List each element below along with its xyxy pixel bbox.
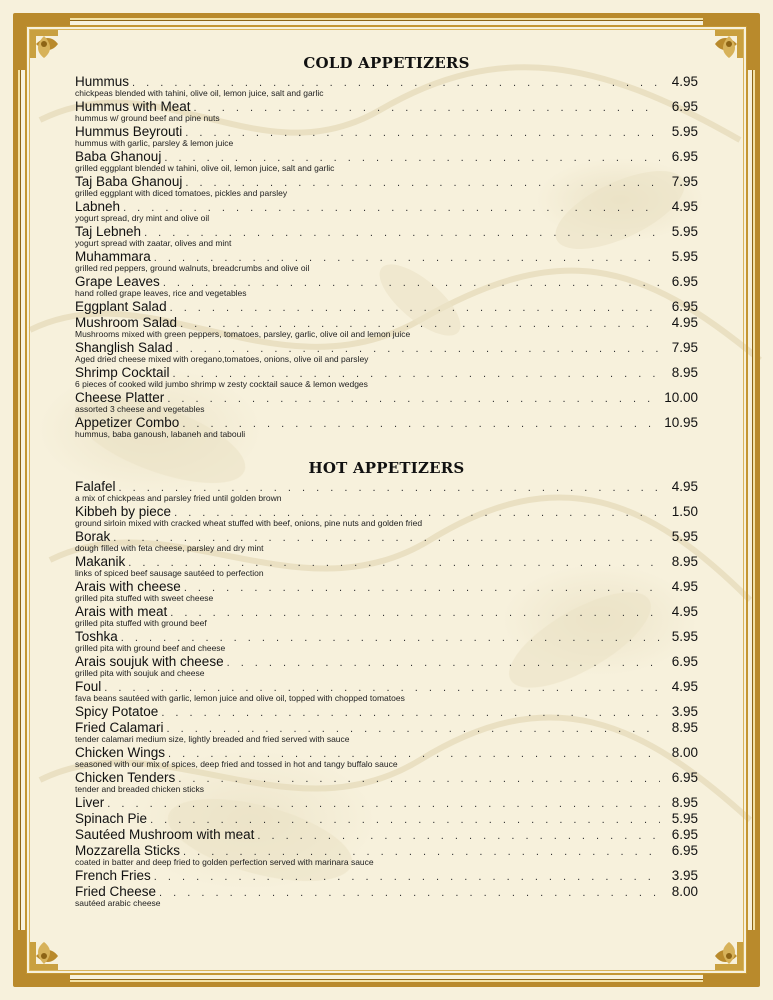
menu-item-name: Mozzarella Sticks <box>75 843 181 858</box>
menu-item-price: 6.95 <box>671 770 698 785</box>
menu-item-name: Hummus with Meat <box>75 99 191 114</box>
menu-item-row <box>75 299 698 314</box>
menu-item-row <box>75 795 698 810</box>
menu-item <box>75 365 698 390</box>
menu-item-row <box>75 554 698 569</box>
menu-item <box>75 504 698 529</box>
menu-item-price: 6.95 <box>671 99 698 114</box>
menu-item-row <box>75 811 698 826</box>
dot-leader <box>161 706 660 721</box>
menu-item <box>75 390 698 415</box>
menu-item-description: seasoned with our mix of spices, deep fried and tossed in hot and tangy buffalo sauce <box>75 759 398 769</box>
dot-leader <box>170 301 660 316</box>
menu-item-name: Chicken Wings <box>75 745 166 760</box>
menu-item-row <box>75 827 698 842</box>
menu-item-price: 8.00 <box>671 884 698 899</box>
menu-item-name: Cheese Platter <box>75 390 165 405</box>
menu-item-description: chickpeas blended with tahini, olive oil, lemon juice, salt and garlic <box>75 88 324 98</box>
dot-leader <box>167 392 660 407</box>
dot-leader <box>185 126 660 141</box>
corner-ornament-icon <box>14 14 74 74</box>
menu-item-name: French Fries <box>75 868 151 883</box>
menu-item <box>75 827 698 842</box>
menu-item-row <box>75 654 698 669</box>
menu-item-row <box>75 274 698 289</box>
menu-item <box>75 479 698 504</box>
menu-item <box>75 274 698 299</box>
section-title: COLD APPETIZERS <box>303 54 470 72</box>
menu-item-price: 6.95 <box>671 274 698 289</box>
menu-item-row <box>75 315 698 330</box>
menu-item-description: tender and breaded chicken sticks <box>75 784 204 794</box>
menu-item-price: 8.95 <box>671 365 698 380</box>
menu-item <box>75 174 698 199</box>
menu-item-row <box>75 504 698 519</box>
menu-item <box>75 811 698 826</box>
menu-item-name: Baba Ghanouj <box>75 149 162 164</box>
menu-item-description: Mushrooms mixed with green peppers, tomatoes, parsley, garlic, olive oil and lemon juice <box>75 329 411 339</box>
menu-item-price: 5.95 <box>671 629 698 644</box>
menu-item-description: hand rolled grape leaves, rice and vegetables <box>75 288 247 298</box>
menu-item-description: Aged dried cheese mixed with oregano,tomatoes, onions, olive oil and parsley <box>75 354 369 364</box>
menu-item-description: 6 pieces of cooked wild jumbo shrimp w zesty cocktail sauce & lemon wedges <box>75 379 368 389</box>
menu-item-description: grilled red peppers, ground walnuts, breadcrumbs and olive oil <box>75 263 310 273</box>
menu-item-row <box>75 629 698 644</box>
menu-item <box>75 745 698 770</box>
menu-item <box>75 224 698 249</box>
dot-leader <box>107 797 660 812</box>
menu-item-row <box>75 579 698 594</box>
menu-item-name: Toshka <box>75 629 118 644</box>
dot-leader <box>150 813 660 828</box>
menu-item-list <box>75 74 698 440</box>
menu-item-list <box>75 479 698 909</box>
menu-item-row <box>75 199 698 214</box>
dot-leader <box>182 417 660 432</box>
menu-item-name: Makanik <box>75 554 126 569</box>
menu-item-name: Mushroom Salad <box>75 315 178 330</box>
menu-item-description: yogurt spread with zaatar, olives and mint <box>75 238 232 248</box>
menu-item-name: Chicken Tenders <box>75 770 176 785</box>
menu-item-description: dough filled with feta cheese, parsley and dry mint <box>75 543 264 553</box>
menu-item-name: Grape Leaves <box>75 274 160 289</box>
menu-item-name: Falafel <box>75 479 116 494</box>
menu-item-description: a mix of chickpeas and parsley fried until golden brown <box>75 493 282 503</box>
menu-item-price: 7.95 <box>671 174 698 189</box>
menu-item-name: Hummus Beyrouti <box>75 124 183 139</box>
menu-item <box>75 654 698 679</box>
menu-item <box>75 340 698 365</box>
menu-item-row <box>75 604 698 619</box>
menu-item <box>75 843 698 868</box>
menu-item-row <box>75 679 698 694</box>
menu-item-row <box>75 868 698 883</box>
menu-item <box>75 604 698 629</box>
menu-item-name: Spinach Pie <box>75 811 148 826</box>
menu-item <box>75 579 698 604</box>
menu-item-row <box>75 843 698 858</box>
menu-item-row <box>75 149 698 164</box>
corner-ornament-icon <box>14 926 74 986</box>
menu-item-price: 4.95 <box>671 604 698 619</box>
menu-item-price: 7.95 <box>671 340 698 355</box>
menu-item-price: 6.95 <box>671 827 698 842</box>
menu-item <box>75 124 698 149</box>
menu-item-price: 10.00 <box>664 390 698 405</box>
menu-item-name: Spicy Potatoe <box>75 704 159 719</box>
menu-item-row <box>75 704 698 719</box>
menu-item <box>75 795 698 810</box>
menu-item-row <box>75 99 698 114</box>
dot-leader <box>178 772 660 787</box>
menu-item <box>75 249 698 274</box>
corner-ornament-icon <box>699 14 759 74</box>
menu-item-description: fava beans sautéed with garlic, lemon juice and olive oil, topped with chopped tomatoes <box>75 693 405 703</box>
menu-item-description: sautéed arabic cheese <box>75 898 161 908</box>
menu-item-price: 4.95 <box>671 679 698 694</box>
menu-item-row <box>75 884 698 899</box>
menu-item-price: 5.95 <box>671 124 698 139</box>
menu-item-description: hummus w/ ground beef and pine nuts <box>75 113 220 123</box>
menu-item-name: Hummus <box>75 74 130 89</box>
menu-item <box>75 770 698 795</box>
menu-item-row <box>75 74 698 89</box>
menu-item <box>75 315 698 340</box>
menu-item-price: 4.95 <box>671 74 698 89</box>
menu-item-description: hummus, baba ganoush, labaneh and tabouli <box>75 429 246 439</box>
menu-item-row <box>75 340 698 355</box>
menu-item-description: yogurt spread, dry mint and olive oil <box>75 213 210 223</box>
dot-leader <box>154 870 660 885</box>
menu-item-price: 4.95 <box>671 579 698 594</box>
menu-item <box>75 99 698 124</box>
menu-item-price: 4.95 <box>671 199 698 214</box>
menu-item-description: assorted 3 cheese and vegetables <box>75 404 205 414</box>
menu-item <box>75 679 698 704</box>
menu-item-description: grilled pita with soujuk and cheese <box>75 668 205 678</box>
menu-item-description: links of spiced beef sausage sautéed to perfection <box>75 568 264 578</box>
menu-item-row <box>75 770 698 785</box>
dot-leader <box>159 886 660 901</box>
menu-item <box>75 415 698 440</box>
dot-leader <box>227 656 660 671</box>
menu-item-price: 10.95 <box>664 415 698 430</box>
menu-item-description: coated in batter and deep fried to golden perfection served with marinara sauce <box>75 857 374 867</box>
menu-item-row <box>75 720 698 735</box>
dot-leader <box>170 606 660 621</box>
dot-leader <box>194 101 660 116</box>
menu-item-name: Fried Cheese <box>75 884 157 899</box>
menu-item <box>75 299 698 314</box>
menu-item-row <box>75 479 698 494</box>
menu-item <box>75 74 698 99</box>
menu-item-name: Eggplant Salad <box>75 299 167 314</box>
menu-item <box>75 704 698 719</box>
menu-item-row <box>75 365 698 380</box>
menu-item <box>75 199 698 224</box>
menu-item-price: 5.95 <box>671 529 698 544</box>
menu-item-price: 8.95 <box>671 720 698 735</box>
menu-item <box>75 884 698 909</box>
menu-item <box>75 554 698 579</box>
menu-item-name: Liver <box>75 795 105 810</box>
section-title: HOT APPETIZERS <box>308 459 465 477</box>
menu-item-description: grilled eggplant blended w tahini, olive oil, lemon juice, salt and garlic <box>75 163 335 173</box>
menu-item-name: Kibbeh by piece <box>75 504 172 519</box>
menu-item-price: 1.50 <box>671 504 698 519</box>
menu-item-price: 8.95 <box>671 795 698 810</box>
menu-item-row <box>75 390 698 405</box>
menu-item-price: 5.95 <box>671 224 698 239</box>
menu-item-name: Shrimp Cocktail <box>75 365 170 380</box>
menu-content <box>75 50 698 909</box>
menu-item-row <box>75 124 698 139</box>
menu-item-price: 5.95 <box>671 249 698 264</box>
menu-item-row <box>75 415 698 430</box>
menu-item-name: Arais with cheese <box>75 579 181 594</box>
menu-item <box>75 529 698 554</box>
menu-item-row <box>75 174 698 189</box>
dot-leader <box>257 829 660 844</box>
menu-item-description: hummus with garlic, parsley & lemon juice <box>75 138 234 148</box>
menu-item-name: Appetizer Combo <box>75 415 180 430</box>
menu-item-name: Arais with meat <box>75 604 168 619</box>
dot-leader <box>184 581 660 596</box>
menu-item <box>75 149 698 174</box>
menu-item-price: 5.95 <box>671 811 698 826</box>
menu-item <box>75 720 698 745</box>
menu-item-price: 3.95 <box>671 868 698 883</box>
menu-item <box>75 868 698 883</box>
menu-item-name: Taj Lebneh <box>75 224 142 239</box>
menu-item-name: Muhammara <box>75 249 151 264</box>
menu-item-row <box>75 224 698 239</box>
menu-item-price: 8.00 <box>671 745 698 760</box>
menu-item-name: Foul <box>75 679 102 694</box>
menu-item-name: Labneh <box>75 199 121 214</box>
menu-item-description: ground sirloin mixed with cracked wheat stuffed with beef, onions, pine nuts and golden fried <box>75 518 423 528</box>
menu-item-row <box>75 249 698 264</box>
menu-item-price: 8.95 <box>671 554 698 569</box>
menu-item-name: Sautéed Mushroom with meat <box>75 827 255 842</box>
menu-item-name: Fried Calamari <box>75 720 164 735</box>
menu-item-price: 6.95 <box>671 843 698 858</box>
menu-item-price: 6.95 <box>671 299 698 314</box>
menu-item-description: grilled pita stuffed with sweet cheese <box>75 593 214 603</box>
menu-item <box>75 629 698 654</box>
menu-item-name: Taj Baba Ghanouj <box>75 174 183 189</box>
menu-item-name: Arais soujuk with cheese <box>75 654 224 669</box>
section-hot-appetizers <box>75 457 698 909</box>
menu-item-description: grilled pita with ground beef and cheese <box>75 643 226 653</box>
menu-item-price: 6.95 <box>671 654 698 669</box>
section-cold-appetizers <box>75 52 698 440</box>
menu-item-name: Shanglish Salad <box>75 340 173 355</box>
menu-item-price: 6.95 <box>671 149 698 164</box>
menu-item-name: Borak <box>75 529 111 544</box>
menu-item-description: grilled pita stuffed with ground beef <box>75 618 207 628</box>
menu-item-price: 3.95 <box>671 704 698 719</box>
menu-item-row <box>75 529 698 544</box>
corner-ornament-icon <box>699 926 759 986</box>
menu-item-price: 4.95 <box>671 479 698 494</box>
menu-item-price: 4.95 <box>671 315 698 330</box>
menu-item-description: tender calamari medium size, lightly breaded and fried served with sauce <box>75 734 350 744</box>
menu-item-row <box>75 745 698 760</box>
menu-item-description: grilled eggplant with diced tomatoes, pickles and parsley <box>75 188 288 198</box>
